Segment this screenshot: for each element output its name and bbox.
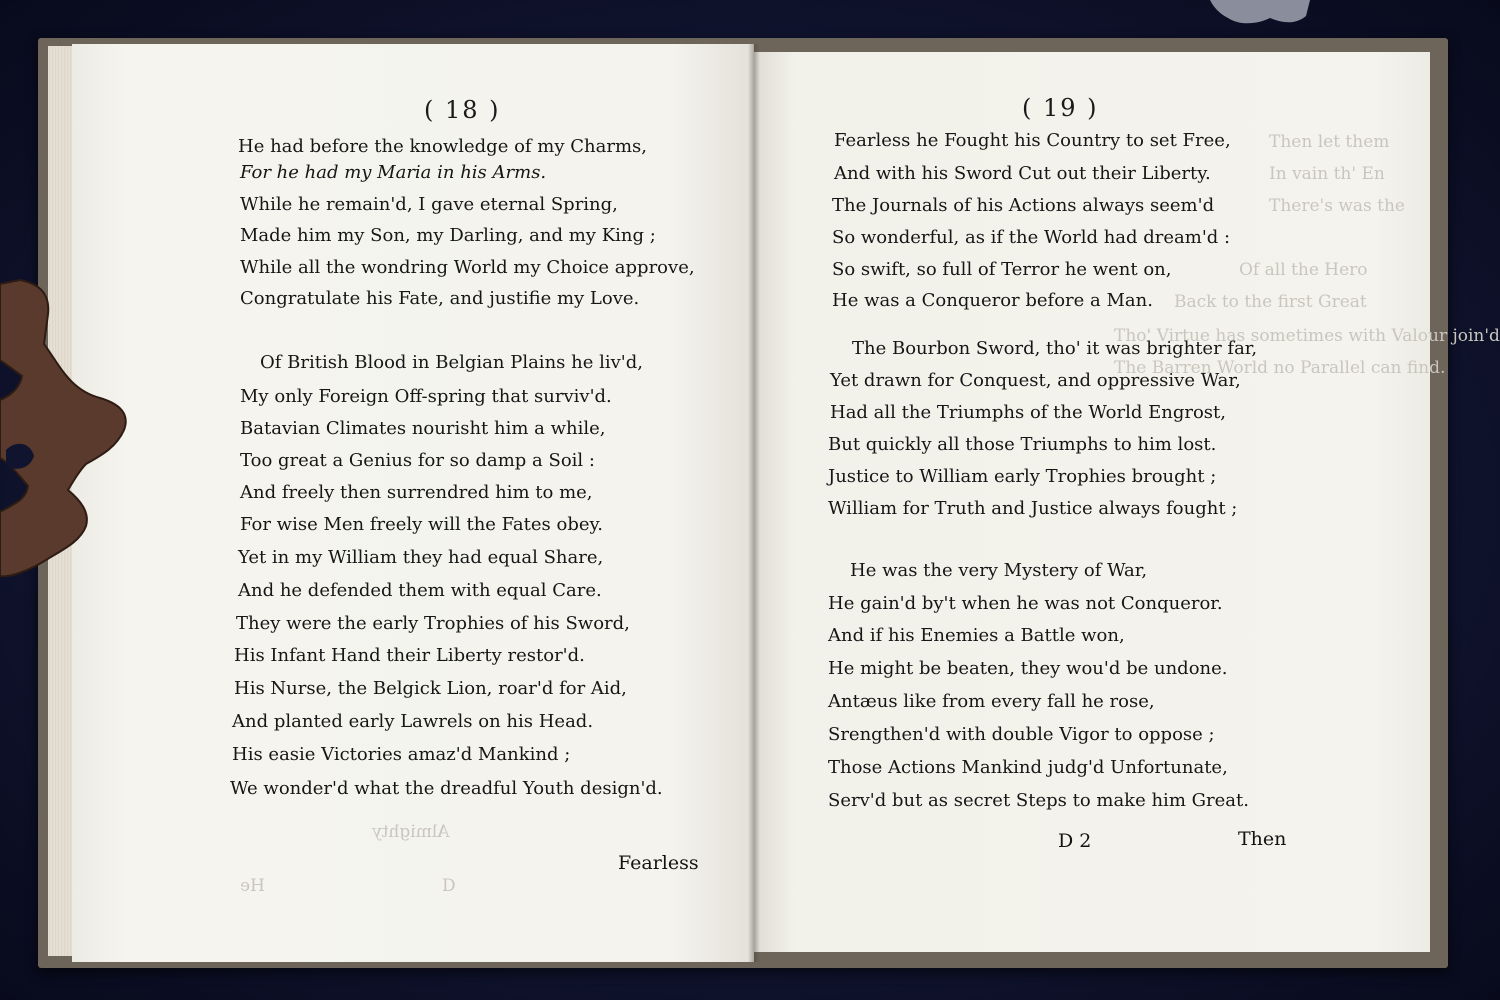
verse-line: Too great a Genius for so damp a Soil : — [240, 450, 595, 471]
show-through-text: In vain th' En — [1269, 164, 1385, 184]
verse-line: He was a Conqueror before a Man. — [832, 290, 1153, 311]
verse-line: Antæus like from every fall he rose, — [828, 691, 1155, 712]
show-through-text: The Barren World no Parallel can find. — [1114, 358, 1446, 378]
show-through-text: There's was the — [1269, 196, 1405, 216]
show-through-text: Tho' Virtue has sometimes with Valour join'd — [1114, 326, 1500, 346]
show-through-text: Almighty — [372, 822, 450, 842]
show-through-text: He — [240, 876, 265, 896]
verse-line: And freely then surrendred him to me, — [240, 482, 593, 503]
verse-line: Had all the Triumphs of the World Engrost, — [830, 402, 1226, 423]
verse-line: Yet in my William they had equal Share, — [238, 547, 604, 568]
verse-line: Batavian Climates nourisht him a while, — [240, 418, 606, 439]
verse-line: For wise Men freely will the Fates obey. — [240, 514, 604, 535]
verse-line: We wonder'd what the dreadful Youth design'd. — [230, 778, 663, 799]
verse-line: While he remain'd, I gave eternal Spring, — [240, 194, 618, 215]
verse-line: Of British Blood in Belgian Plains he liv'd, — [260, 352, 643, 373]
right-page — [754, 52, 1500, 952]
verse-line: William for Truth and Justice always fought ; — [828, 498, 1238, 519]
verse-line: So wonderful, as if the World had dream'd : — [832, 227, 1231, 248]
verse-line: My only Foreign Off-spring that surviv'd. — [240, 386, 612, 407]
verse-line: For he had my Maria in his Arms. — [240, 162, 547, 183]
verse-line: They were the early Trophies of his Sword, — [236, 613, 630, 634]
show-through-text: Then let them — [1269, 132, 1390, 152]
verse-line: His easie Victories amaz'd Mankind ; — [232, 744, 571, 765]
verse-line: While all the wondring World my Choice approve, — [240, 257, 695, 278]
verse-line: Srengthen'd with double Vigor to oppose ; — [828, 724, 1215, 745]
verse-line: The Bourbon Sword, tho' it was brighter far, — [852, 338, 1258, 359]
verse-line: Yet drawn for Conquest, and oppressive War, — [830, 370, 1241, 391]
verse-line: But quickly all those Triumphs to him lost. — [828, 434, 1217, 455]
verse-line: And with his Sword Cut out their Liberty. — [834, 163, 1211, 184]
verse-line: His Infant Hand their Liberty restor'd. — [234, 645, 585, 666]
book-gutter — [748, 44, 760, 962]
paper-scrap — [1210, 0, 1310, 28]
verse-line: Serv'd but as secret Steps to make him Great. — [828, 790, 1249, 811]
verse-line: Fearless he Fought his Country to set Free, — [834, 130, 1231, 151]
verse-line: He was the very Mystery of War, — [850, 560, 1148, 581]
catchword: Then — [1238, 828, 1287, 850]
metal-clip — [0, 280, 130, 580]
verse-line: The Journals of his Actions always seem'd — [832, 195, 1215, 216]
verse-line: Congratulate his Fate, and justifie my Love. — [240, 288, 640, 309]
show-through-text: Back to the first Great — [1174, 292, 1367, 312]
verse-line: He gain'd by't when he was not Conqueror. — [828, 593, 1223, 614]
catchword: Fearless — [618, 852, 699, 874]
verse-line: He might be beaten, they wou'd be undone. — [828, 658, 1228, 679]
verse-line: Those Actions Mankind judg'd Unfortunate, — [828, 757, 1228, 778]
show-through-text: Of all the Hero — [1239, 260, 1368, 280]
verse-line: And he defended them with equal Care. — [238, 580, 602, 601]
page-number: ( 18 ) — [424, 96, 501, 124]
verse-line: His Nurse, the Belgick Lion, roar'd for Aid, — [234, 678, 627, 699]
left-page — [72, 44, 754, 962]
page-number: ( 19 ) — [1022, 94, 1099, 122]
show-through-text: D — [442, 876, 456, 896]
verse-line: And planted early Lawrels on his Head. — [232, 711, 594, 732]
verse-line: And if his Enemies a Battle won, — [828, 625, 1125, 646]
verse-line: Made him my Son, my Darling, and my King ; — [240, 225, 656, 246]
verse-line: So swift, so full of Terror he went on, — [832, 259, 1172, 280]
verse-line: He had before the knowledge of my Charms, — [238, 136, 647, 157]
verse-line: Justice to William early Trophies brought ; — [828, 466, 1217, 487]
signature-mark: D 2 — [1058, 830, 1092, 852]
